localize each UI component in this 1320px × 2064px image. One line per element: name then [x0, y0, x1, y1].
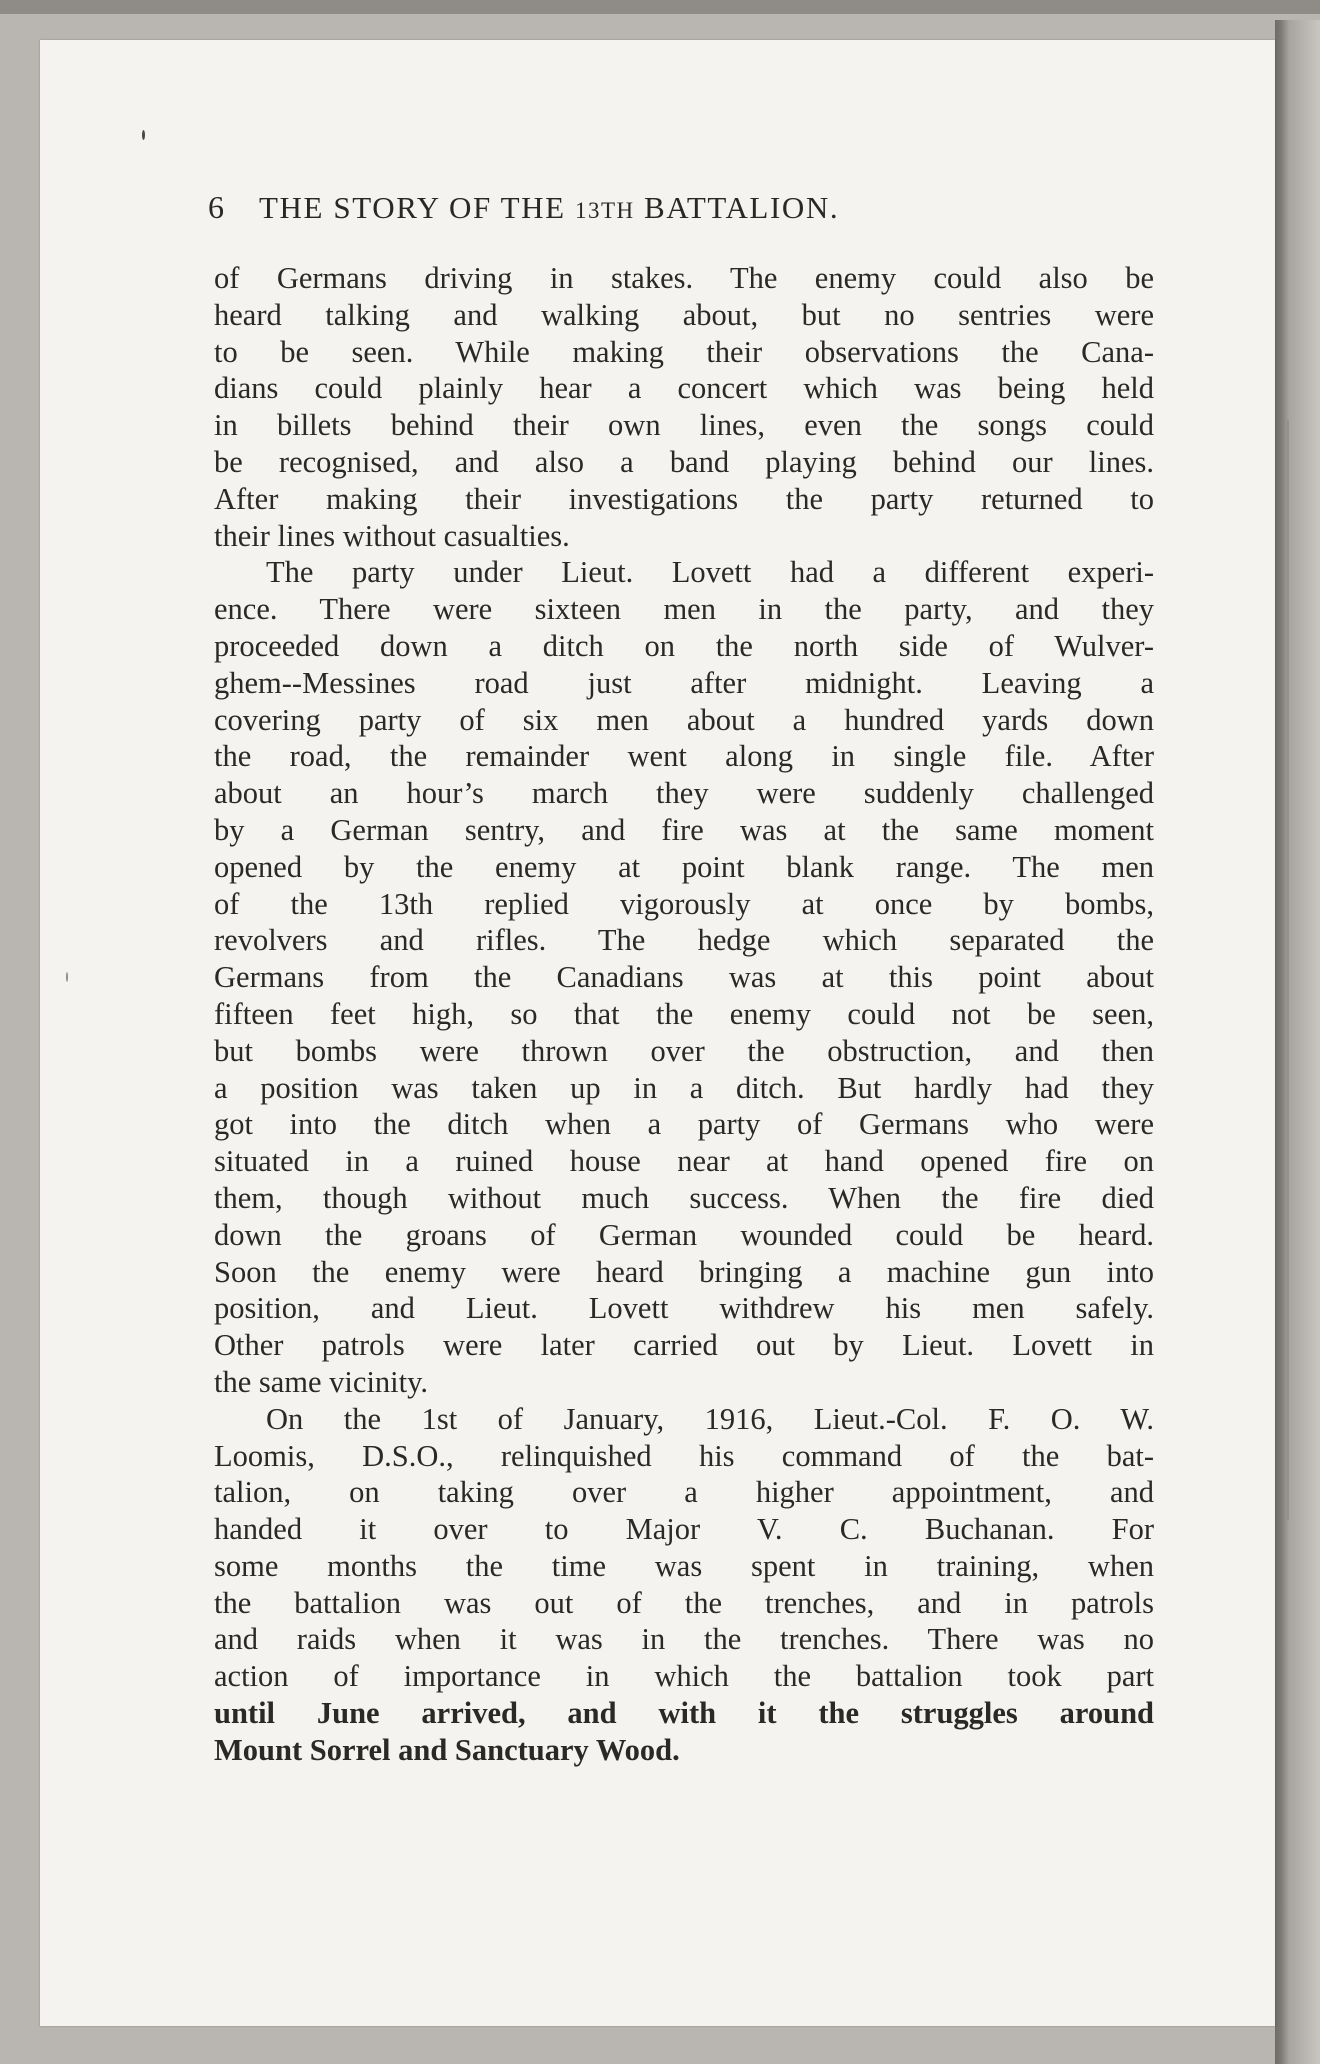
- text-line: by a German sentry, and fire was at the same moment: [214, 812, 1154, 847]
- text-line: After making their investigations the party returned to: [214, 481, 1154, 516]
- scan-border-top: [0, 0, 1320, 14]
- page-edge: [1275, 20, 1320, 2064]
- text-line: down the groans of German wounded could be heard.: [214, 1217, 1154, 1252]
- running-title: [259, 190, 839, 226]
- text-line: got into the ditch when a party of Germans who were: [214, 1107, 1154, 1142]
- text-line: proceeded down a ditch on the north side of Wulver-: [214, 628, 1154, 663]
- text-line: the same vicinity.: [214, 1364, 429, 1399]
- running-title-part2: BATTALION.: [634, 190, 840, 225]
- running-title-part1: THE STORY OF THE: [259, 190, 575, 225]
- paragraph-3: [214, 1401, 1154, 1769]
- text-line: some months the time was spent in training, when: [214, 1548, 1154, 1583]
- text-line: The party under Lieut. Lovett had a different experi-: [266, 555, 1154, 590]
- text-line: in billets behind their own lines, even the songs could: [214, 408, 1154, 443]
- paragraph-1: [214, 260, 1154, 554]
- text-line: Loomis, D.S.O., relinquished his command of the bat-: [214, 1438, 1154, 1473]
- text-line: but bombs were thrown over the obstruction, and then: [214, 1033, 1154, 1068]
- text-line: handed it over to Major V. C. Buchanan. For: [214, 1512, 1154, 1547]
- paragraph-2: [214, 554, 1154, 1400]
- text-line: of Germans driving in stakes. The enemy could also be: [214, 261, 1154, 295]
- running-header: [208, 189, 1108, 229]
- text-line: a position was taken up in a ditch. But hardly had they: [214, 1070, 1154, 1105]
- text-line: position, and Lieut. Lovett withdrew his men safely.: [214, 1291, 1154, 1326]
- text-line: the road, the remainder went along in single file. After: [214, 739, 1154, 774]
- text-line: their lines without casualties.: [214, 518, 570, 553]
- page-number: 6: [208, 189, 225, 225]
- text-line: heard talking and walking about, but no sentries were: [214, 297, 1154, 332]
- running-title-number: 13TH: [575, 198, 635, 223]
- text-line: opened by the enemy at point blank range. The men: [214, 849, 1154, 884]
- text-line: covering party of six men about a hundred yards down: [214, 702, 1154, 737]
- text-line: fifteen feet high, so that the enemy could not be seen,: [214, 996, 1154, 1031]
- text-line: be recognised, and also a band playing behind our lines.: [214, 444, 1154, 479]
- ink-speck: [66, 972, 68, 982]
- text-line: the battalion was out of the trenches, and in patrols: [214, 1585, 1154, 1620]
- text-line: ghem--Messines road just after midnight. Leaving a: [214, 665, 1154, 700]
- text-line: Mount Sorrel and Sanctuary Wood.: [214, 1732, 680, 1767]
- text-line: until June arrived, and with it the struggles around: [214, 1696, 1154, 1731]
- text-line: them, though without much success. When the fire died: [214, 1180, 1154, 1215]
- text-line: revolvers and rifles. The hedge which separated the: [214, 923, 1154, 958]
- text-line: and raids when it was in the trenches. There was no: [214, 1622, 1154, 1657]
- text-line: about an hour’s march they were suddenly challenged: [214, 776, 1154, 811]
- text-line: action of importance in which the battalion took part: [214, 1659, 1154, 1694]
- text-line: Other patrols were later carried out by Lieut. Lovett in: [214, 1328, 1154, 1363]
- body-text: [214, 260, 1154, 1769]
- text-line: of the 13th replied vigorously at once by bombs,: [214, 886, 1154, 921]
- text-line: Germans from the Canadians was at this point about: [214, 960, 1154, 995]
- text-line: On the 1st of January, 1916, Lieut.-Col. F. O. W.: [266, 1401, 1154, 1436]
- text-line: ence. There were sixteen men in the party, and they: [214, 592, 1154, 627]
- ink-speck: [142, 130, 145, 140]
- text-line: dians could plainly hear a concert which was being held: [214, 371, 1154, 406]
- text-line: talion, on taking over a higher appointment, and: [214, 1475, 1154, 1510]
- text-line: Soon the enemy were heard bringing a machine gun into: [214, 1254, 1154, 1289]
- text-line: situated in a ruined house near at hand opened fire on: [214, 1144, 1154, 1179]
- binding-line: [1287, 420, 1289, 1520]
- text-line: to be seen. While making their observations the Cana-: [214, 334, 1154, 369]
